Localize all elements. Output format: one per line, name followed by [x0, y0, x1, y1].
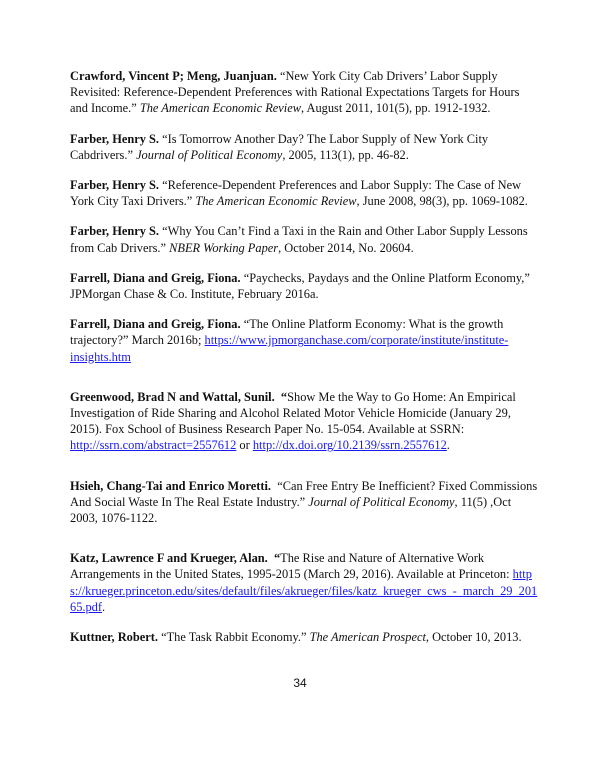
- reference-end: .: [102, 599, 106, 614]
- reference-authors: Kuttner, Robert.: [70, 630, 158, 645]
- reference-katz-krueger: [70, 550, 538, 615]
- reference-details: , 11(5) ,Oct 2003, 1076-1122.: [70, 494, 512, 526]
- reference-venue: The American Economic Review: [139, 101, 301, 116]
- reference-farber-2008: [70, 177, 538, 209]
- reference-details: , October 10, 2013.: [425, 630, 522, 645]
- reference-kuttner: [70, 629, 538, 645]
- reference-venue: Journal of Political Economy: [308, 494, 455, 509]
- reference-venue: The American Prospect: [309, 630, 426, 645]
- reference-details: , June 2008, 98(3), pp. 1069-1082.: [356, 194, 528, 209]
- reference-venue: NBER Working Paper: [169, 240, 279, 255]
- reference-link[interactable]: https://www.jpmorganchase.com/corporate/institute/institute-insights.htm: [70, 333, 509, 364]
- reference-details: , 2005, 113(1), pp. 46-82.: [282, 147, 409, 162]
- reference-open-quote: “: [274, 389, 288, 404]
- reference-venue: The American Economic Review: [195, 194, 357, 209]
- reference-title: “Why You Can’t Find a Taxi in the Rain and Other Labor Supply Lessons from Cab Drivers.”: [70, 224, 528, 255]
- reference-farber-2014: [70, 223, 538, 255]
- reference-title: “Is Tomorrow Another Day? The Labor Supply of New York City Cabdrivers.”: [70, 131, 489, 162]
- reference-title: “New York City Cab Drivers’ Labor Supply Revisited: Reference-Dependent Preferences with Rational Expectations Targets for Hours and Income.”: [70, 69, 520, 116]
- reference-link[interactable]: https://krueger.princeton.edu/sites/default/files/akrueger/files/katz_krueger_cws_-_march_29_20165.pdf: [70, 567, 538, 614]
- reference-text: “The Online Platform Economy: What is the growth trajectory?” March 2016b;: [70, 317, 504, 348]
- reference-authors: Hsieh, Chang-Tai and Enrico Moretti.: [70, 478, 272, 493]
- reference-authors: Crawford, Vincent P; Meng, Juanjuan.: [70, 69, 277, 83]
- reference-authors: Farber, Henry S.: [70, 131, 160, 146]
- reference-venue: Journal of Political Economy: [136, 147, 283, 162]
- reference-text-or: or: [236, 438, 253, 453]
- reference-link-doi[interactable]: http://dx.doi.org/10.2139/ssrn.2557612: [252, 438, 447, 453]
- reference-authors: Farber, Henry S.: [70, 178, 160, 193]
- reference-authors: Greenwood, Brad N and Wattal, Sunil.: [70, 389, 275, 404]
- reference-hsieh-moretti: [70, 478, 538, 527]
- reference-authors: Katz, Lawrence F and Krueger, Alan.: [70, 551, 268, 566]
- reference-details: , August 2011, 101(5), pp. 1912-1932.: [301, 101, 491, 116]
- reference-authors: Farrell, Diana and Greig, Fiona.: [70, 270, 241, 285]
- reference-farber-2005: [70, 131, 538, 163]
- reference-title: “Reference-Dependent Preferences and Labor Supply: The Case of New York City Taxi Drivers.”: [70, 178, 522, 209]
- reference-text: Show Me the Way to Go Home: An Empirical Investigation of Ride Sharing and Alcohol Related Motor Vehicle Homicide (January 29, 2015). Fox School of Business Research Paper No. 15-054. Available at SSRN:: [70, 389, 516, 437]
- reference-list: [70, 68, 538, 645]
- reference-text: “Paychecks, Paydays and the Online Platform Economy,” JPMorgan Chase & Co. Institute, February 2016a.: [70, 270, 530, 302]
- reference-text: The Rise and Nature of Alternative Work Arrangements in the United States, 1995-2015 (March 29, 2016). Available at Princeton:: [70, 551, 513, 582]
- reference-authors: Farrell, Diana and Greig, Fiona.: [70, 317, 241, 332]
- reference-title: “The Task Rabbit Economy.”: [158, 630, 310, 645]
- reference-farrell-greig-2016b: [70, 316, 538, 365]
- page-number: 34: [293, 676, 307, 690]
- reference-open-quote: “: [267, 551, 281, 566]
- reference-details: , October 2014, No. 20604.: [278, 240, 414, 255]
- reference-link-ssrn[interactable]: http://ssrn.com/abstract=2557612: [70, 438, 237, 453]
- reference-authors: Farber, Henry S.: [70, 224, 160, 239]
- reference-crawford-meng: [70, 68, 538, 117]
- reference-title: “Can Free Entry Be Inefficient? Fixed Commissions And Social Waste In The Real Estate Industry.”: [70, 478, 540, 509]
- reference-greenwood-wattal: [70, 389, 538, 454]
- reference-farrell-greig-2016a: [70, 270, 538, 302]
- reference-end: .: [446, 438, 450, 453]
